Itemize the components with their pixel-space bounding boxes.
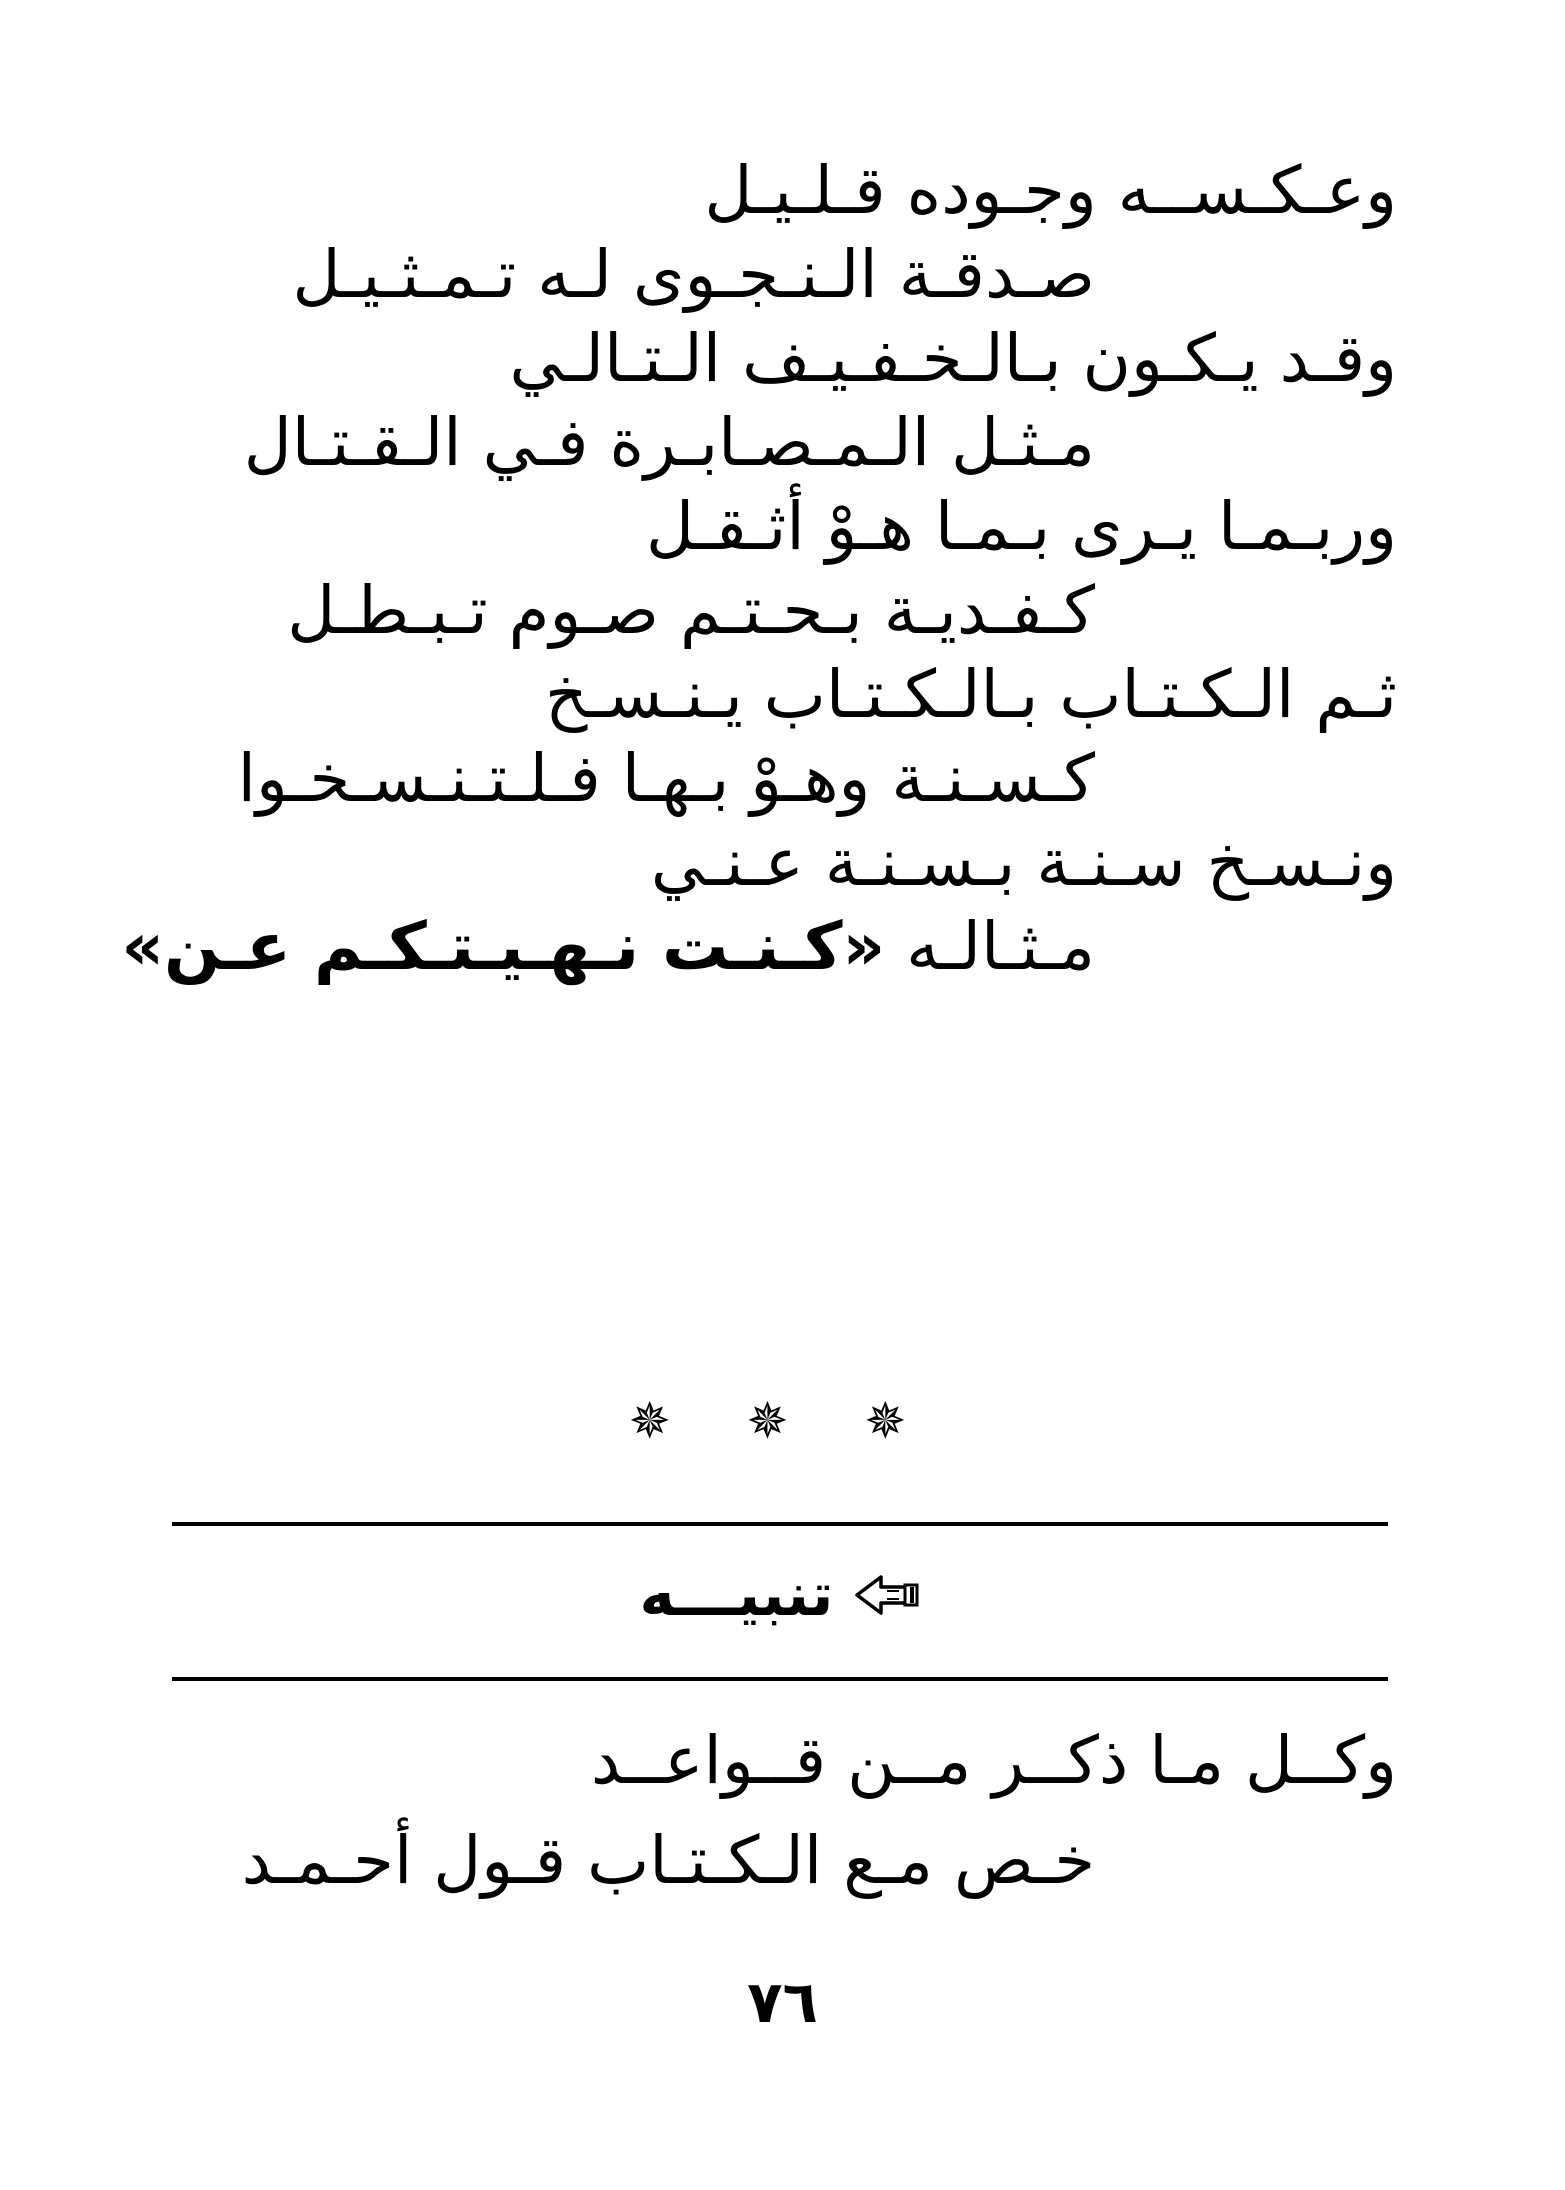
- verse-3-second-hemistich: كـفـديـة بـحـتـم صـوم تـبـطـل: [287, 572, 1095, 649]
- page-number: ٧٦: [747, 1968, 818, 2036]
- verse-4-first-hemistich: ثـم الـكـتـاب بـالـكـتـاب يـنـسـخ: [545, 656, 1397, 733]
- section-title: تنبيـــه: [639, 1560, 834, 1630]
- verse-5-first-hemistich: ونـسـخ سـنـة بـسـنـة عـنـي: [650, 824, 1397, 901]
- verse-1-first-hemistich: وعـكـســه وجـوده قـلـيـل: [704, 152, 1397, 229]
- verse-6-first-hemistich: وكــل مـا ذكــر مــن قــواعــد: [590, 1722, 1397, 1799]
- ornament-separator: ✵ ✵ ✵: [628, 1392, 937, 1450]
- verse-6-second-hemistich: خـص مـع الـكـتـاب قـول أحـمـد: [241, 1822, 1095, 1899]
- heading-rule-bottom: [172, 1677, 1388, 1681]
- verse-2-first-hemistich: وقـد يـكـون بـالـخـفـيـف الـتـالـي: [509, 320, 1397, 397]
- verse-5-second-plain: مـثـالـه: [885, 908, 1095, 985]
- heading-rule-top: [172, 1522, 1388, 1526]
- verse-3-first-hemistich: وربـمـا يـرى بـمـا هـوْ أثـقـل: [645, 488, 1397, 565]
- verse-5-second-hemistich: [121, 908, 1095, 985]
- verse-1-second-hemistich: صـدقـة الـنـجـوى لـه تـمـثـيـل: [292, 236, 1095, 313]
- verse-2-second-hemistich: مـثـل الـمـصـابـرة فـي الـقـتـال: [243, 404, 1095, 481]
- section-heading: [0, 1560, 1565, 1630]
- verse-5-second-quoted: «كـنـت نـهـيـتـكـم عـن»: [121, 908, 886, 985]
- pointing-hand-icon: [847, 1567, 925, 1623]
- verse-4-second-hemistich: كـسـنـة وهـوْ بـهـا فـلـتـنـسـخـوا: [237, 740, 1095, 817]
